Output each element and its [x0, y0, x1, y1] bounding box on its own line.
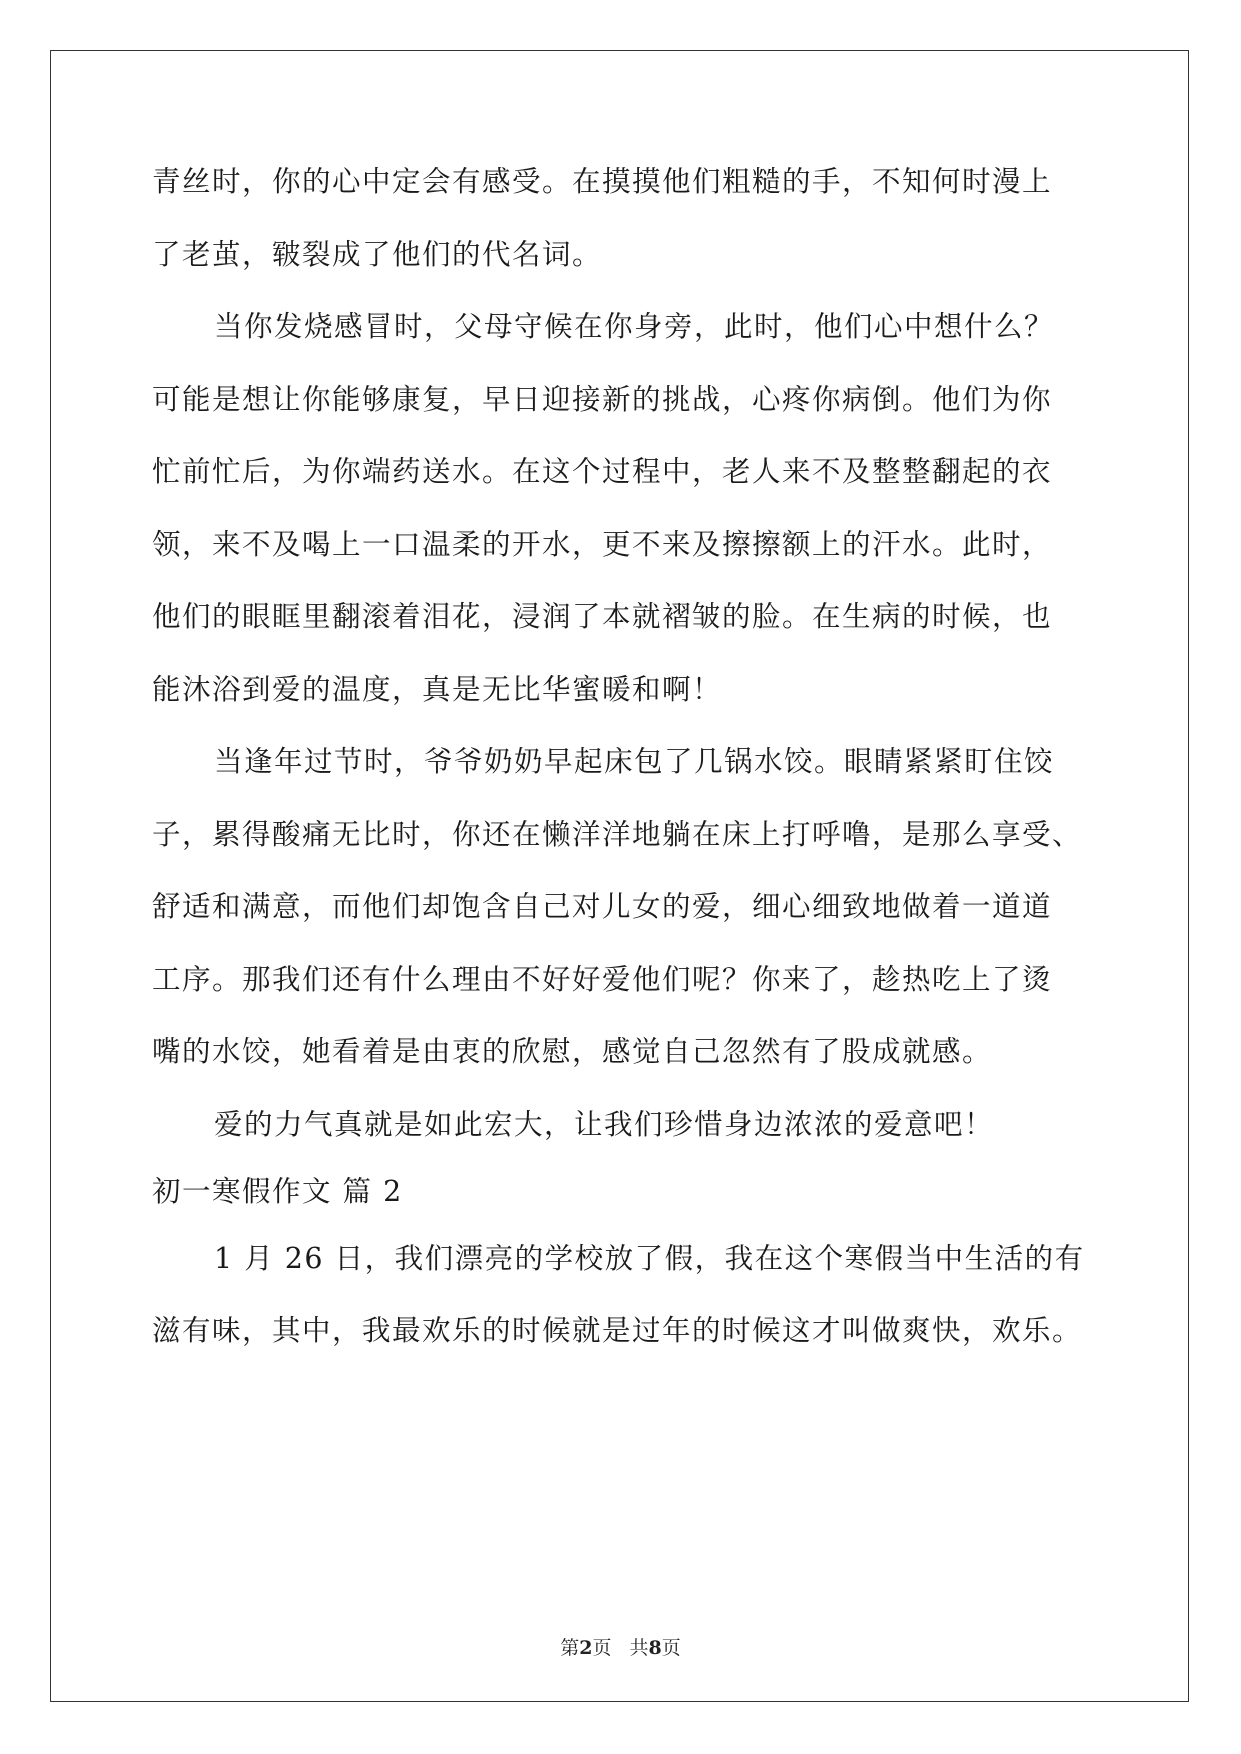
section-heading: 初一寒假作文 篇 2: [152, 1174, 403, 1208]
page-suffix: 页: [592, 1637, 612, 1659]
page-prefix: 第: [560, 1637, 580, 1659]
body-line: 子，累得酸痛无比时，你还在懒洋洋地躺在床上打呼噜，是那么享受、: [152, 817, 1083, 851]
body-line: 忙前忙后，为你端药送水。在这个过程中，老人来不及整整翻起的衣: [152, 455, 1053, 488]
paragraph-start-line: 当逢年过节时，爷爷奶奶早起床包了几锅水饺。眼睛紧紧盯住饺: [214, 745, 1055, 778]
paragraph-start-line: 1 月 26 日，我们漂亮的学校放了假，我在这个寒假当中生活的有: [214, 1241, 1085, 1275]
paragraph-start-line: 爱的力气真就是如此宏大，让我们珍惜身边浓浓的爱意吧！: [214, 1107, 995, 1141]
body-line: 嘴的水饺，她看着是由衷的欣慰，感觉自己忽然有了股成就感。: [152, 1035, 993, 1068]
body-line: 能沐浴到爱的温度，真是无比华蜜暖和啊！: [152, 672, 723, 706]
document-body: [152, 162, 1092, 1384]
body-line: 滋有味，其中，我最欢乐的时候就是过年的时候这才叫做爽快，欢乐。: [152, 1314, 1083, 1347]
body-line: 工序。那我们还有什么理由不好好爱他们呢？你来了，趁热吃上了烫: [152, 962, 1053, 996]
body-line: 他们的眼眶里翻滚着泪花，浸润了本就褶皱的脸。在生病的时候，也: [152, 600, 1053, 633]
page-number: 2: [579, 1637, 593, 1659]
body-line: 舒适和满意，而他们却饱含自己对儿女的爱，细心细致地做着一道道: [152, 890, 1053, 923]
total-suffix: 页: [661, 1637, 681, 1659]
total-prefix: 共: [629, 1637, 649, 1659]
body-line: 领，来不及喝上一口温柔的开水，更不来及擦擦额上的汗水。此时，: [152, 527, 1053, 561]
body-line: 青丝时，你的心中定会有感受。在摸摸他们粗糙的手，不知何时漫上: [152, 165, 1053, 198]
page-footer: [0, 1636, 1241, 1660]
total-pages: 8: [648, 1637, 662, 1659]
body-line: 可能是想让你能够康复，早日迎接新的挑战，心疼你病倒。他们为你: [152, 382, 1053, 416]
paragraph-start-line: 当你发烧感冒时，父母守候在你身旁，此时，他们心中想什么？: [214, 310, 1055, 343]
body-line: 了老茧，皲裂成了他们的代名词。: [152, 237, 603, 271]
